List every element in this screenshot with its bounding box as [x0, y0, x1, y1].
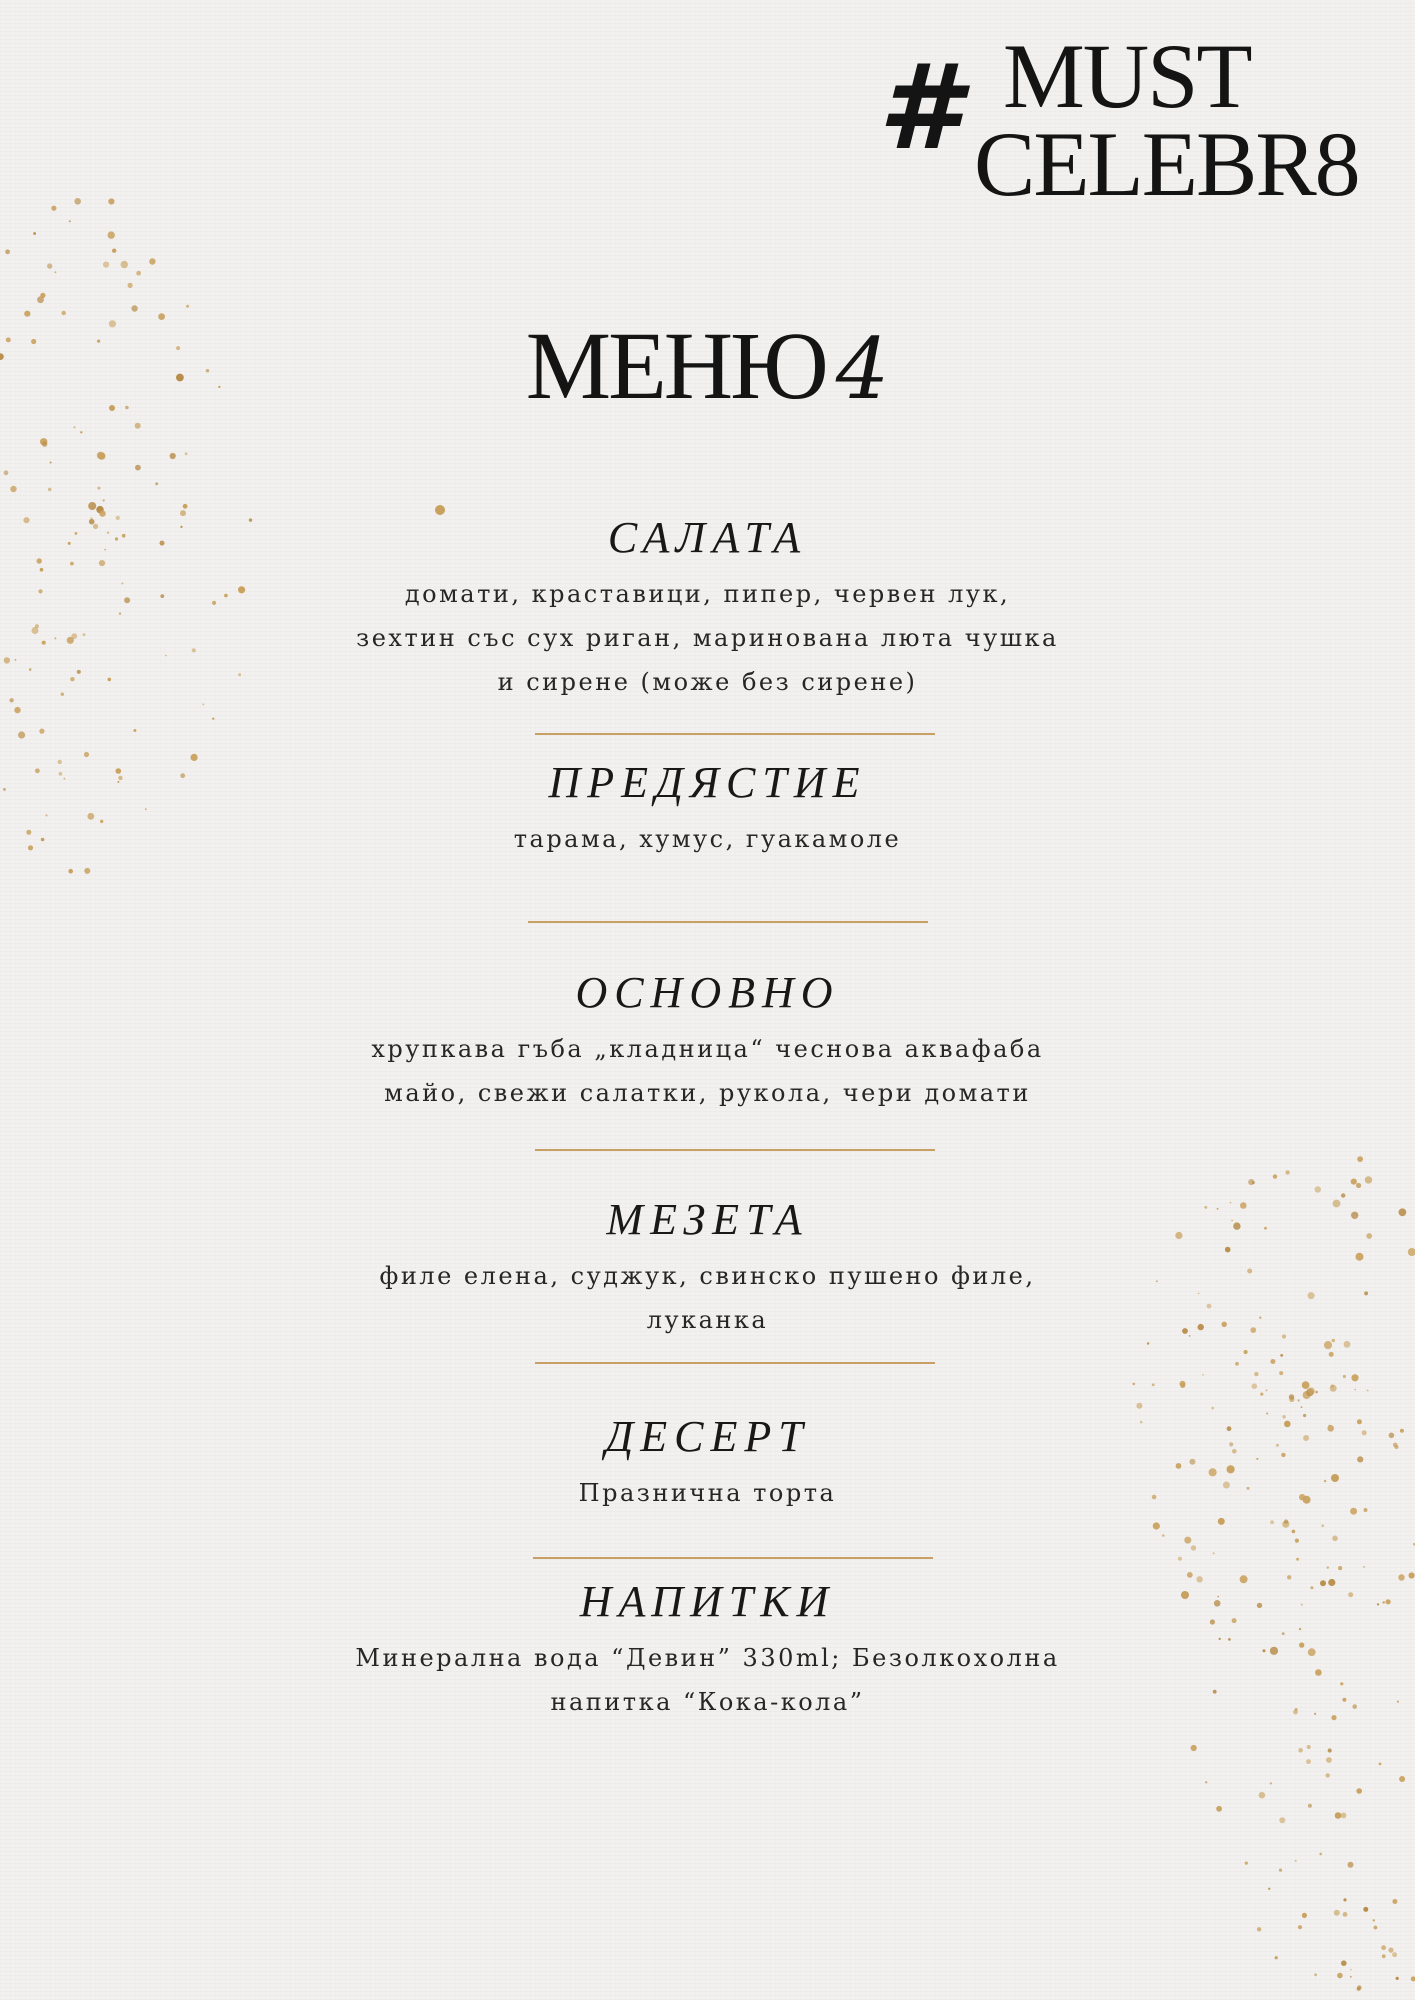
menu-item-line: домати, краставици, пипер, червен лук, [404, 580, 1011, 608]
menu-item-line: и сирене (може без сирене) [497, 668, 918, 696]
logo-word-celebr8: CELEBR8 [974, 113, 1359, 215]
section-items [0, 1027, 1415, 1115]
section-heading: САЛАТА [607, 513, 808, 562]
menu-item-line: майо, свежи салатки, рукола, чери домати [384, 1079, 1031, 1107]
mustcelebr8-logo [878, 25, 1359, 215]
section-main [0, 967, 1415, 1115]
menu-item-line: Минерална вода “Девин” 330ml; Безолкохолна [355, 1644, 1060, 1672]
section-items [0, 1471, 1415, 1515]
section-divider [528, 921, 928, 923]
section-items [0, 1254, 1415, 1342]
section-heading: ОСНОВНО [575, 968, 840, 1017]
section-dessert [0, 1411, 1415, 1515]
section-mezze [0, 1194, 1415, 1342]
logo-word-must: MUST [1003, 25, 1251, 127]
section-divider [535, 1149, 935, 1151]
section-items [0, 572, 1415, 704]
menu-item-line: тарама, хумус, гуакамоле [513, 825, 902, 853]
section-heading: МЕЗЕТА [606, 1195, 809, 1244]
menu-item-line: хрупкава гъба „кладница“ чеснова аквафаба [371, 1035, 1044, 1063]
menu-item-line: филе елена, суджук, свинско пушено филе, [379, 1262, 1036, 1290]
menu-title [0, 312, 1415, 419]
section-starter [0, 757, 1415, 861]
menu-number: 4 [835, 320, 890, 418]
section-divider [535, 1362, 935, 1364]
section-items [0, 817, 1415, 861]
section-salad [0, 512, 1415, 704]
section-items [0, 1636, 1415, 1724]
menu-item-line: зехтин със сух риган, маринована люта чушка [356, 624, 1059, 652]
section-divider [533, 1557, 933, 1559]
menu-item-line: Празнична торта [578, 1479, 837, 1507]
menu-item-line: луканка [646, 1306, 769, 1334]
menu-title-text: МЕНЮ [525, 312, 826, 419]
hashtag-symbol: # [878, 38, 961, 176]
section-divider [535, 733, 935, 735]
section-heading: ПРЕДЯСТИЕ [548, 758, 867, 807]
section-heading: НАПИТКИ [579, 1577, 836, 1626]
menu-item-line: напитка “Кока-кола” [550, 1688, 865, 1716]
section-drinks [0, 1576, 1415, 1724]
section-heading: ДЕСЕРТ [605, 1412, 810, 1461]
